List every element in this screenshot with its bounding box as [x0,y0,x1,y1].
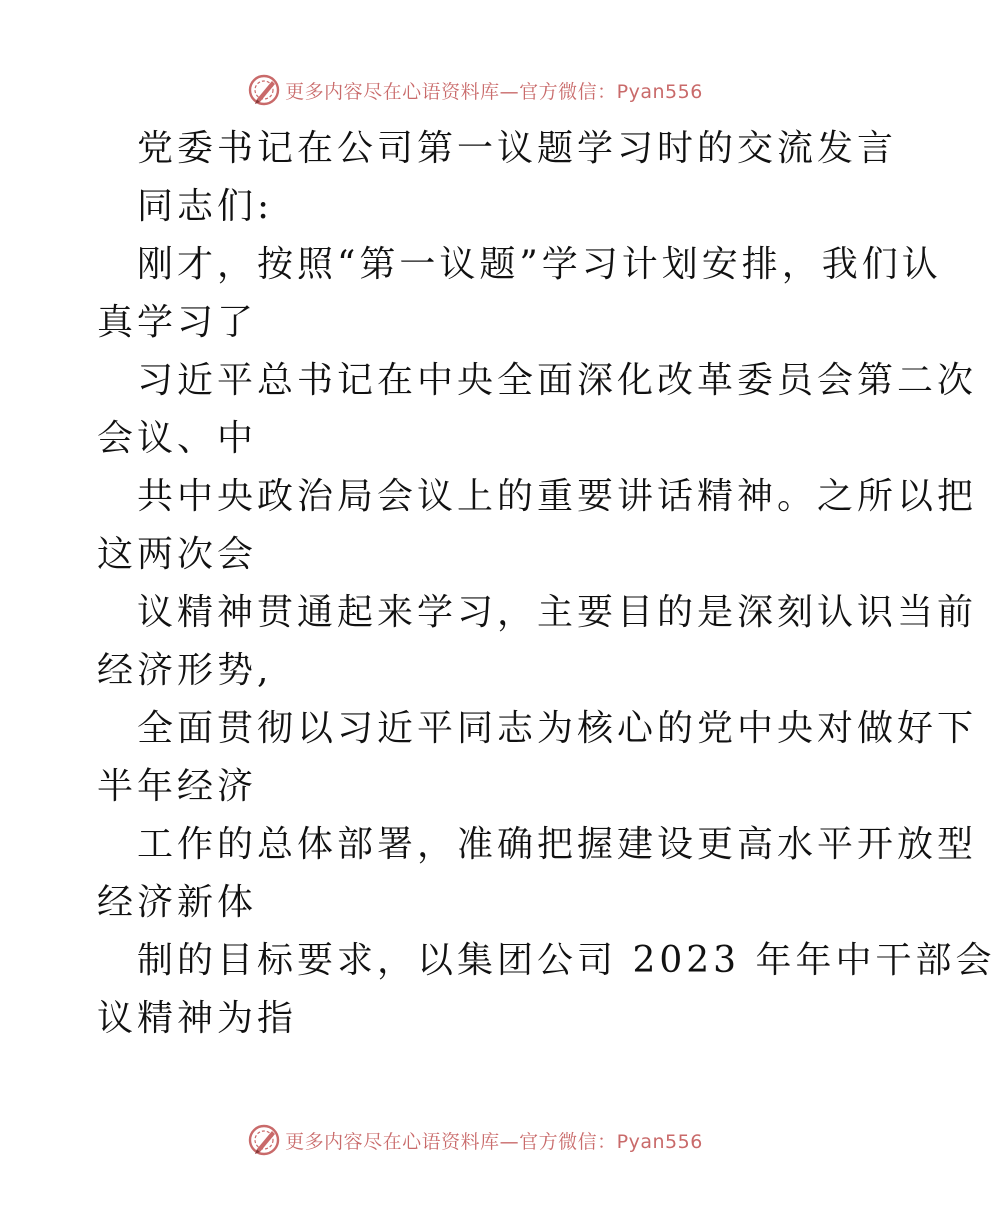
paragraph-line: 经济形势, [97,650,273,691]
watermark-separator: — [499,80,520,103]
pen-seal-icon [247,1123,281,1157]
paragraph-line: 全面贯彻以习近平同志为核心的党中央对做好下 [137,708,978,749]
paragraph-line: 制的目标要求，以集团公司 2023 年年中干部会 [137,940,996,981]
paragraph-line: 半年经济 [97,766,258,807]
paragraph-line: 议精神为指 [97,998,298,1039]
watermark-wechat-text: 官方微信：Pyan556 [519,1130,703,1153]
watermark-banner-top [0,70,950,110]
paragraph-line: 工作的总体部署，准确把握建设更高水平开放型 [137,824,978,865]
watermark-wechat-text: 官方微信：Pyan556 [519,80,703,103]
watermark-site-text: 更多内容尽在心语资料库 [285,80,500,103]
document-body [97,120,996,1048]
paragraph-line: 这两次会 [97,534,258,575]
watermark-banner-bottom [0,1120,950,1160]
watermark-text [285,77,703,104]
paragraph-line: 共中央政治局会议上的重要讲话精神。之所以把 [137,476,978,517]
paragraph-line: 会议、中 [97,418,258,459]
paragraph-line: 真学习了 [97,302,258,343]
paragraph-line: 习近平总书记在中央全面深化改革委员会第二次 [137,360,978,401]
document-title: 党委书记在公司第一议题学习时的交流发言 [137,128,898,169]
paragraph-line: 经济新体 [97,882,258,923]
paragraph-line: 刚才，按照“第一议题”学习计划安排，我们认 [137,244,942,285]
watermark-separator: — [499,1130,520,1153]
paragraph-line: 同志们: [137,186,274,227]
paragraph-line: 议精神贯通起来学习，主要目的是深刻认识当前 [137,592,978,633]
pen-seal-icon [247,73,281,107]
watermark-text [285,1127,703,1154]
watermark-site-text: 更多内容尽在心语资料库 [285,1130,500,1153]
